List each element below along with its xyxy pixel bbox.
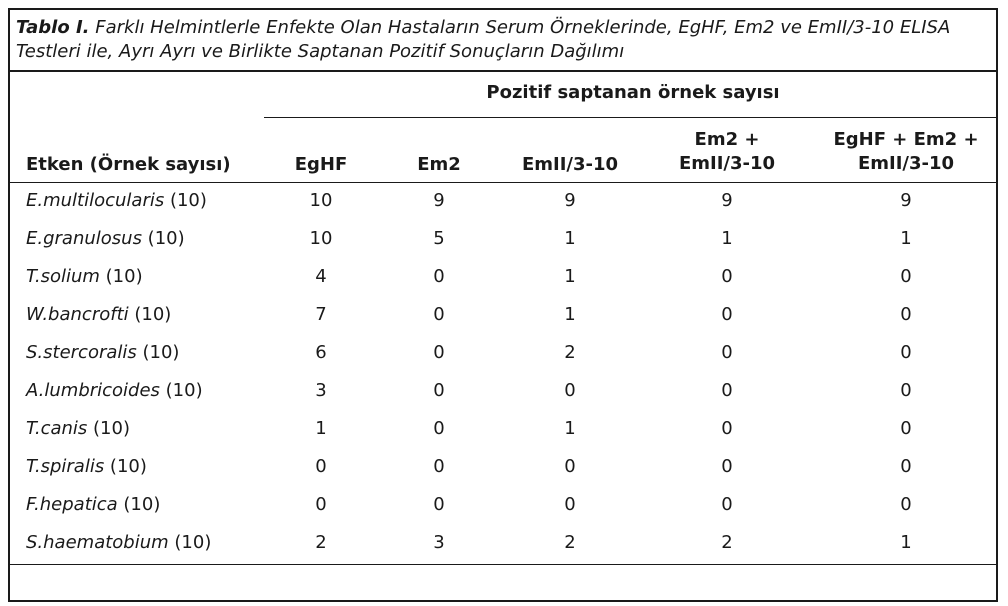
- sample-count: (10): [168, 532, 212, 553]
- cell-em2-emii: 0: [721, 418, 733, 439]
- column-header-em2-emii-line1: Em2 +: [694, 129, 760, 150]
- cell-em2-emii: 1: [721, 228, 733, 249]
- column-header-em2: [386, 153, 492, 177]
- cell-em2: 0: [433, 380, 445, 401]
- species-name: T.spiralis: [26, 456, 105, 477]
- table-row: [0, 220, 1008, 258]
- species-name: S.stercoralis: [26, 342, 137, 363]
- cell-em2-emii: 0: [721, 266, 733, 287]
- cell-eghf: 0: [315, 494, 327, 515]
- column-header-eghf-label: EgHF: [294, 154, 348, 175]
- caption-rule: [8, 70, 998, 72]
- cell-em2-emii: 0: [721, 342, 733, 363]
- group-header-rule: [264, 117, 998, 118]
- cell-emii: 9: [564, 190, 576, 211]
- table-row: [0, 296, 1008, 334]
- cell-eghf: 0: [315, 456, 327, 477]
- cell-emii: 0: [564, 456, 576, 477]
- cell-em2: 5: [433, 228, 445, 249]
- cell-em2: 0: [433, 266, 445, 287]
- table-row: [0, 334, 1008, 372]
- cell-em2-emii: 2: [721, 532, 733, 553]
- cell-em2-emii: 0: [721, 456, 733, 477]
- column-header-eghf: [268, 153, 374, 177]
- caption-text: Farklı Helmintlerle Enfekte Olan Hastaların Serum Örneklerinde, EgHF, Em2 ve EmII/3-10 ELISA Testleri ile, Ayrı Ayrı ve Birlikte Saptanan Pozitif Sonuçların Dağılımı: [16, 17, 951, 62]
- cell-all: 0: [900, 304, 912, 325]
- cell-em2: 3: [433, 532, 445, 553]
- sample-count: (10): [99, 266, 143, 287]
- species-name: S.haematobium: [26, 532, 169, 553]
- cell-em2-emii: 0: [721, 494, 733, 515]
- column-header-agent-label: Etken (Örnek sayısı): [26, 154, 231, 175]
- cell-emii: 2: [564, 342, 576, 363]
- cell-emii: 0: [564, 380, 576, 401]
- cell-agent: [26, 524, 262, 562]
- column-header-emii: [500, 153, 640, 177]
- column-header-em2-label: Em2: [417, 154, 461, 175]
- cell-eghf: 7: [315, 304, 327, 325]
- caption-label: Tablo I.: [16, 17, 90, 38]
- column-header-em2-emii-line2: EmII/3-10: [678, 153, 776, 174]
- cell-em2: 0: [433, 342, 445, 363]
- cell-agent: [26, 258, 262, 296]
- cell-eghf: 10: [309, 190, 333, 211]
- table-row: [0, 182, 1008, 220]
- cell-agent: [26, 334, 262, 372]
- cell-em2: 0: [433, 494, 445, 515]
- table-row: [0, 448, 1008, 486]
- column-header-emii-label: EmII/3-10: [521, 154, 619, 175]
- cell-eghf: 1: [315, 418, 327, 439]
- cell-all: 0: [900, 266, 912, 287]
- cell-eghf: 4: [315, 266, 327, 287]
- cell-all: 0: [900, 342, 912, 363]
- group-header: Pozitif saptanan örnek sayısı: [486, 82, 780, 103]
- species-name: F.hepatica: [26, 494, 118, 515]
- table-row: [0, 486, 1008, 524]
- table-row: [0, 372, 1008, 410]
- cell-agent: [26, 182, 262, 220]
- table-row: [0, 258, 1008, 296]
- column-header-all-line2: EmII/3-10: [857, 153, 955, 174]
- species-name: A.lumbricoides: [26, 380, 160, 401]
- table-caption: [16, 16, 976, 64]
- cell-emii: 1: [564, 418, 576, 439]
- cell-agent: [26, 220, 262, 258]
- cell-em2-emii: 9: [721, 190, 733, 211]
- cell-all: 0: [900, 380, 912, 401]
- cell-agent: [26, 296, 262, 334]
- sample-count: (10): [128, 304, 172, 325]
- table-row: [0, 524, 1008, 562]
- cell-em2: 9: [433, 190, 445, 211]
- cell-em2: 0: [433, 418, 445, 439]
- cell-all: 9: [900, 190, 912, 211]
- cell-emii: 1: [564, 304, 576, 325]
- sample-count: (10): [136, 342, 180, 363]
- species-name: T.solium: [26, 266, 100, 287]
- table-row: [0, 410, 1008, 448]
- species-name: E.granulosus: [26, 228, 142, 249]
- sample-count: (10): [159, 380, 203, 401]
- sample-count: (10): [141, 228, 185, 249]
- cell-eghf: 2: [315, 532, 327, 553]
- cell-all: 1: [900, 532, 912, 553]
- cell-em2-emii: 0: [721, 304, 733, 325]
- cell-emii: 1: [564, 228, 576, 249]
- species-name: T.canis: [26, 418, 88, 439]
- cell-agent: [26, 486, 262, 524]
- cell-all: 1: [900, 228, 912, 249]
- column-header-em2-emii: [650, 128, 804, 176]
- sample-count: (10): [87, 418, 130, 439]
- cell-emii: 2: [564, 532, 576, 553]
- cell-em2-emii: 0: [721, 380, 733, 401]
- cell-all: 0: [900, 494, 912, 515]
- sample-count: (10): [104, 456, 147, 477]
- species-name: W.bancrofti: [26, 304, 129, 325]
- species-name: E.multilocularis: [26, 190, 165, 211]
- cell-em2: 0: [433, 304, 445, 325]
- cell-all: 0: [900, 418, 912, 439]
- cell-eghf: 10: [309, 228, 333, 249]
- cell-eghf: 6: [315, 342, 327, 363]
- cell-emii: 0: [564, 494, 576, 515]
- cell-agent: [26, 410, 262, 448]
- column-header-all-line1: EgHF + Em2 +: [833, 129, 979, 150]
- cell-emii: 1: [564, 266, 576, 287]
- cell-em2: 0: [433, 456, 445, 477]
- sample-count: (10): [117, 494, 161, 515]
- cell-eghf: 3: [315, 380, 327, 401]
- cell-agent: [26, 372, 262, 410]
- sample-count: (10): [164, 190, 207, 211]
- column-header-agent: [26, 153, 262, 177]
- column-header-all: [808, 128, 1004, 176]
- cell-all: 0: [900, 456, 912, 477]
- table-bottom-rule: [8, 564, 998, 565]
- cell-agent: [26, 448, 262, 486]
